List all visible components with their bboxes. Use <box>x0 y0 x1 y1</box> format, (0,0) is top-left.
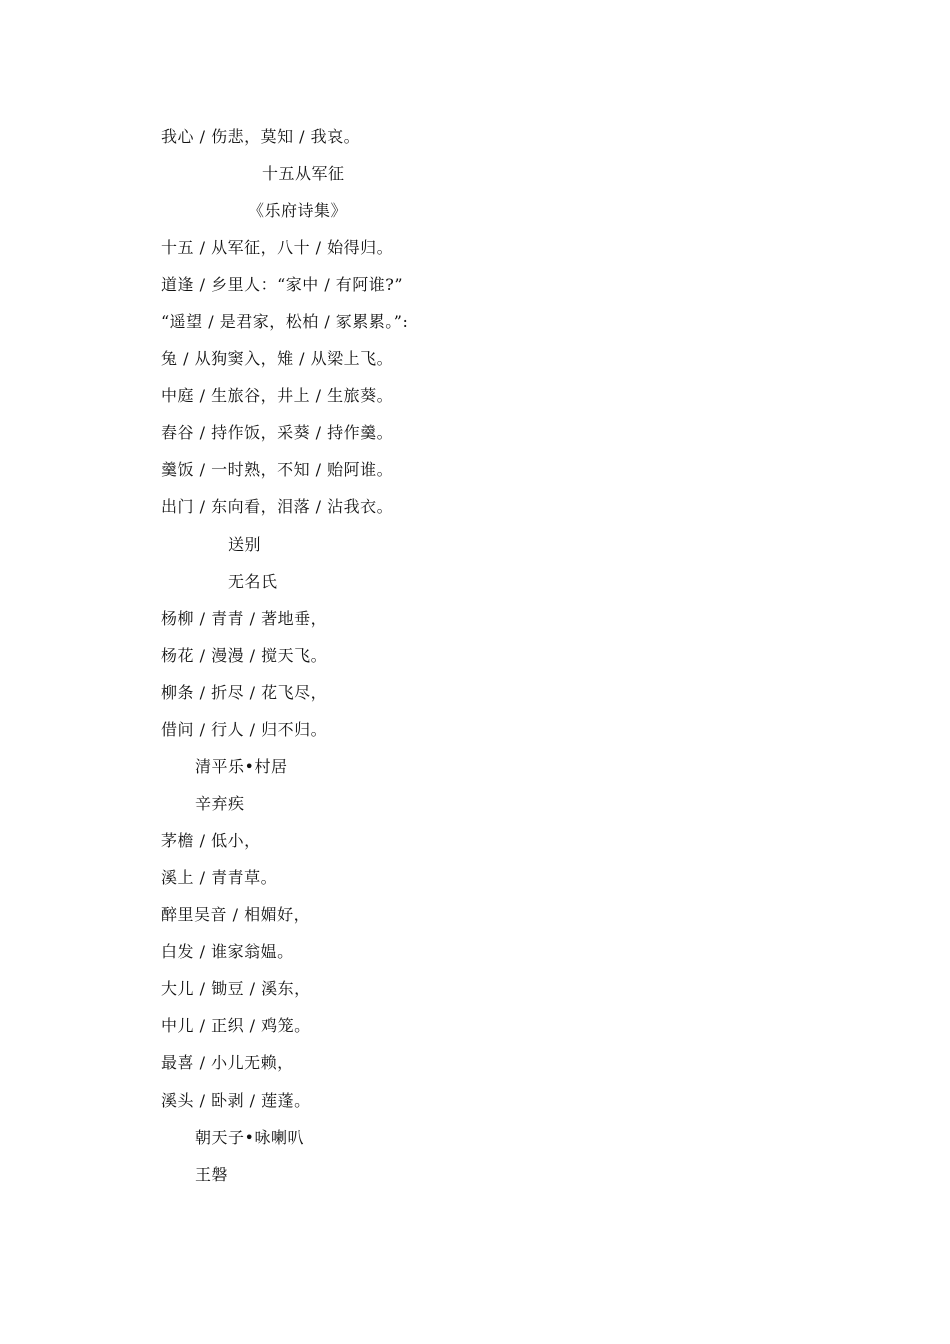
poem-author: 辛弃疾 <box>195 794 245 813</box>
poem-title: 十五从军征 <box>262 164 345 183</box>
poem-line: 溪头 / 卧剥 / 莲蓬。 <box>161 1091 311 1110</box>
poem-title: 送别 <box>228 535 262 554</box>
poem-title: 清平乐•村居 <box>195 757 288 776</box>
poem-line: 茅檐 / 低小， <box>161 831 261 850</box>
poem-line: 十五 / 从军征，八十 / 始得归。 <box>161 238 394 257</box>
poem-line: 兔 / 从狗窦入，雉 / 从梁上飞。 <box>161 349 394 368</box>
poem-line: 我心 / 伤悲，莫知 / 我哀。 <box>161 127 361 146</box>
poem-title: 朝天子•咏喇叭 <box>195 1128 304 1147</box>
poem-line: 中儿 / 正织 / 鸡笼。 <box>161 1016 311 1035</box>
poem-line: 出门 / 东向看，泪落 / 沾我衣。 <box>161 497 394 516</box>
poem-line: 最喜 / 小儿无赖， <box>161 1053 294 1072</box>
poem-source: 《乐府诗集》 <box>248 201 348 220</box>
poem-line: 道逢 / 乡里人：“家中 / 有阿谁?” <box>161 275 404 294</box>
poem-line: 羹饭 / 一时熟，不知 / 贻阿谁。 <box>161 460 394 479</box>
poem-line: 白发 / 谁家翁媪。 <box>161 942 294 961</box>
poem-line: 舂谷 / 持作饭，采葵 / 持作羹。 <box>161 423 394 442</box>
poem-line: 借问 / 行人 / 归不归。 <box>161 720 328 739</box>
poem-line: “遥望 / 是君家，松柏 / 冢累累。”: <box>161 312 409 331</box>
poem-line: 醉里吴音 / 相媚好， <box>161 905 311 924</box>
poem-author: 王磐 <box>195 1165 229 1184</box>
poem-line: 溪上 / 青青草。 <box>161 868 278 887</box>
poem-line: 大儿 / 锄豆 / 溪东， <box>161 979 311 998</box>
poem-line: 杨柳 / 青青 / 著地垂， <box>161 609 328 628</box>
poem-author: 无名氏 <box>228 572 278 591</box>
poem-line: 杨花 / 漫漫 / 搅天飞。 <box>161 646 328 665</box>
poem-line: 中庭 / 生旅谷，井上 / 生旅葵。 <box>161 386 394 405</box>
poem-line: 柳条 / 折尽 / 花飞尽， <box>161 683 328 702</box>
